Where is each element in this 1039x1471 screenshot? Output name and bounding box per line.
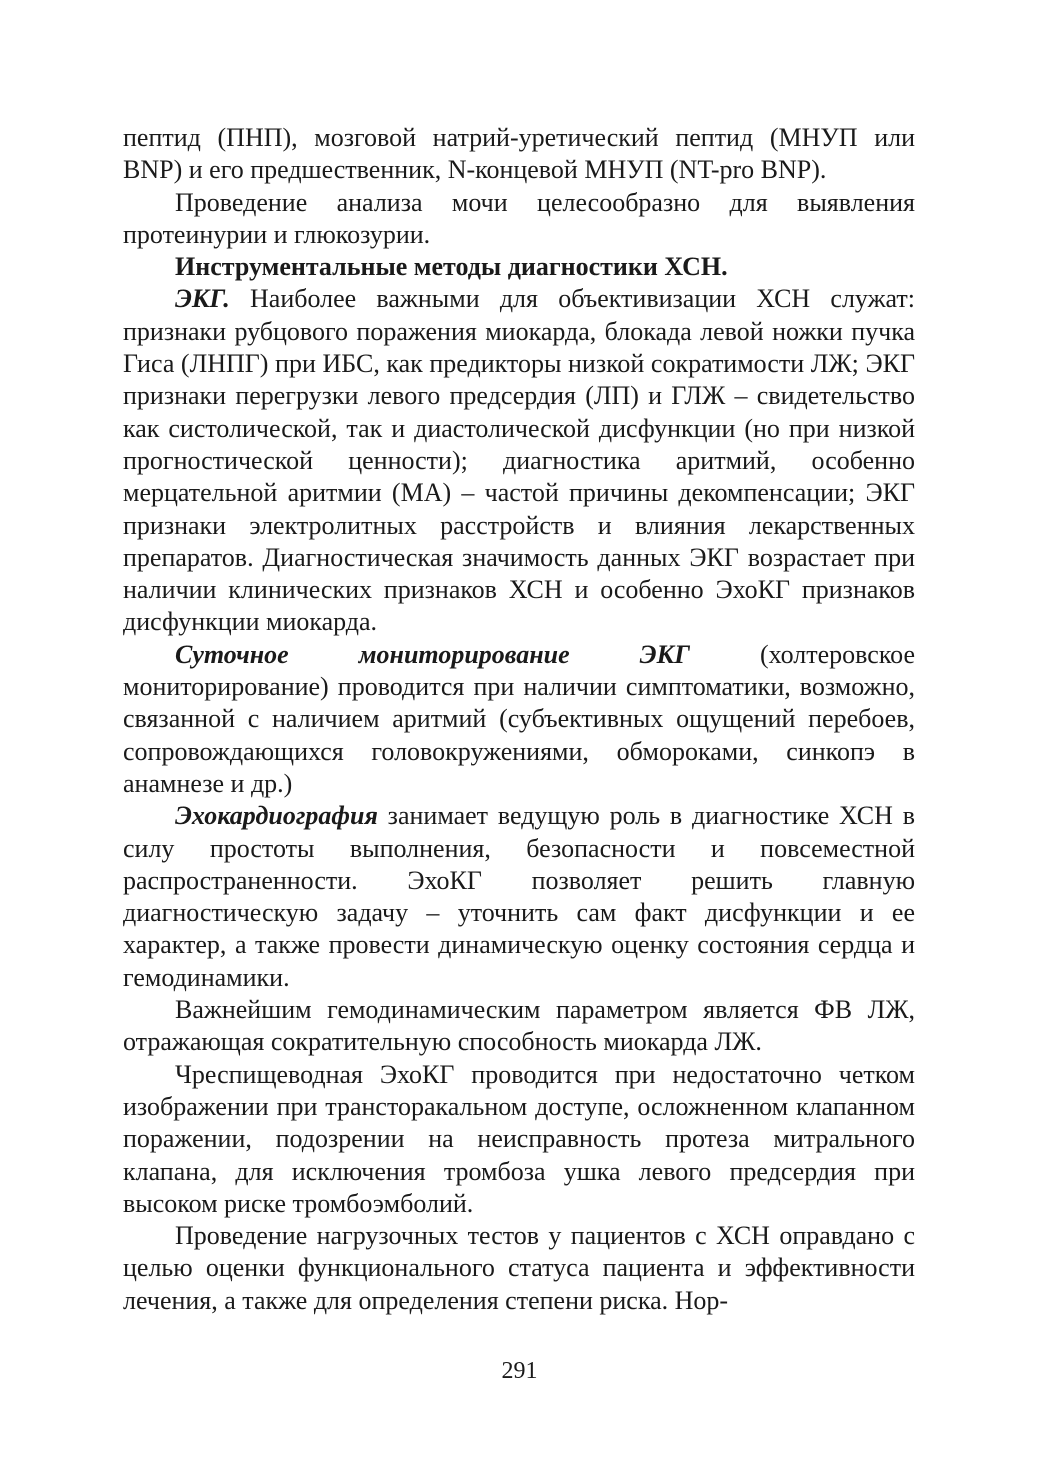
- paragraph-holter-text: (холтеровское мониторирование) проводится при наличии симптоматики, возможно, связанной с наличием аритмий (субъективных ощущений перебоев, сопровождающихся головокружениями, обмороками, синкопэ в анамнезе и др.): [123, 639, 915, 798]
- paragraph-transesophageal: Чреспищеводная ЭхоКГ проводится при недостаточно четком изображении при трансторакальном доступе, осложненном клапанном поражении, подозрении на неисправность протеза митрального клапана, для исключения тромбоза ушка левого предсердия при высоком риске тромбоэмболий.: [123, 1059, 915, 1218]
- section-heading: Инструментальные методы диагностики ХСН.: [175, 252, 728, 282]
- paragraph-urinalysis: Проведение анализа мочи целесообразно для выявления протеинурии и глюкозурии.: [123, 187, 915, 249]
- page-number: 291: [501, 1358, 538, 1384]
- paragraph-ecg: [123, 283, 915, 638]
- paragraph-ecg-text: Наиболее важными для объективизации ХСН служат: признаки рубцового поражения миокарда, блокада левой ножки пучка Гиса (ЛНПГ) при ИБС, как предикторы низкой сократимости ЛЖ; ЭКГ признаки перегрузки левого предсердия (ЛП) и ГЛЖ – свидетельство как систолической, так и диастолической дисфункции (но при низкой прогностической ценности); диагностика аритмий, особенно мерцательной аритмии (МА) – частой причины декомпенсации; ЭКГ признаки электролитных расстройств и влияния лекарственных препаратов. Диагностическая значимость данных ЭКГ возрастает при наличии клинических признаков ХСН и особенно ЭхоКГ признаков дисфункции миокарда.: [123, 284, 915, 637]
- paragraph-continuation: пептид (ПНП), мозговой натрий-уретический пептид (МНУП или BNP) и его предшественник, N-концевой МНУП (NT-pro BNP).: [123, 123, 915, 185]
- paragraph-holter: [123, 639, 915, 800]
- term-ecg: ЭКГ.: [175, 284, 230, 314]
- paragraph-stress-tests: Проведение нагрузочных тестов у пациентов с ХСН оправдано с целью оценки функционального статуса пациента и эффективности лечения, а также для определения степени риска. Нор-: [123, 1221, 915, 1315]
- paragraph-ejection-fraction: Важнейшим гемодинамическим параметром является ФВ ЛЖ, отражающая сократительную способность миокарда ЛЖ.: [123, 995, 915, 1057]
- paragraph-echo-text: занимает ведущую роль в диагностике ХСН в силу простоты выполнения, безопасности и повсеместной распространенности. ЭхоКГ позволяет решить главную диагностическую задачу – уточнить сам факт дисфункции и ее характер, а также провести динамическую оценку состояния сердца и гемодинамики.: [123, 801, 915, 992]
- paragraph-echo: [123, 800, 915, 994]
- page-body: [123, 122, 915, 1317]
- term-holter: Суточное мониторирование ЭКГ: [175, 639, 690, 669]
- term-echocardiography: Эхокардиография: [175, 801, 378, 831]
